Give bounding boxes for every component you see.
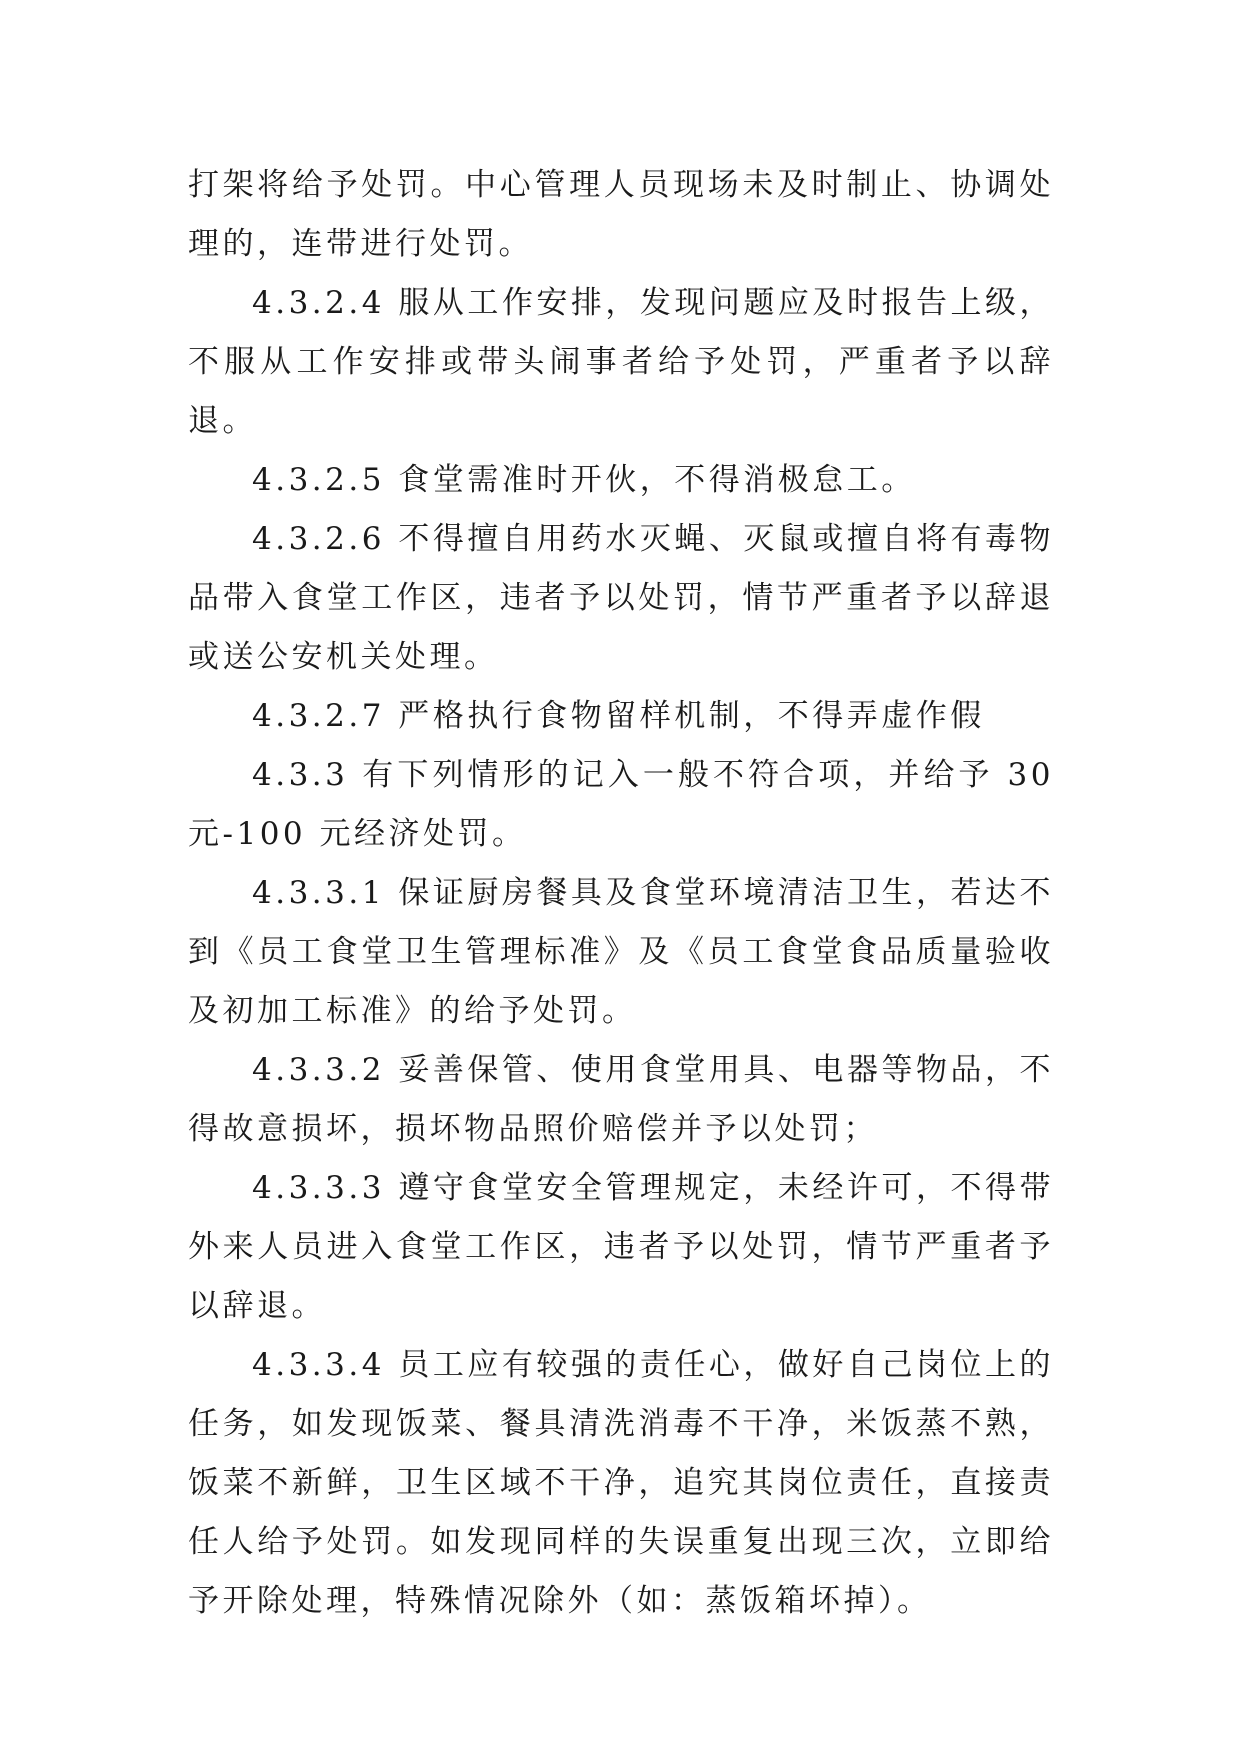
paragraph-4-3-3-1: 4.3.3.1 保证厨房餐具及食堂环境清洁卫生，若达不到《员工食堂卫生管理标准》及《员工食堂食品质量验收及初加工标准》的给予处罚。: [188, 875, 1054, 1029]
paragraph-4-3-2-5: 4.3.2.5 食堂需准时开伙，不得消极怠工。: [252, 462, 916, 498]
document-body: [188, 156, 1054, 1631]
paragraph-4-3-3-4: 4.3.3.4 员工应有较强的责任心，做好自己岗位上的任务，如发现饭菜、餐具清洗消毒不干净，米饭蒸不熟，饭菜不新鲜，卫生区域不干净，追究其岗位责任，直接责任人给予处罚。如发现同样的失误重复出现三次，立即给予开除处理，特殊情况除外（如：蒸饭箱坏掉）。: [188, 1347, 1054, 1619]
paragraph-4-3-3-3: 4.3.3.3 遵守食堂安全管理规定，未经许可，不得带外来人员进入食堂工作区，违者予以处罚，情节严重者予以辞退。: [188, 1170, 1054, 1324]
paragraph-4-3-3: 4.3.3 有下列情形的记入一般不符合项，并给予 30 元-100 元经济处罚。: [188, 757, 1054, 852]
paragraph-4-3-2-6: 4.3.2.6 不得擅自用药水灭蝇、灭鼠或擅自将有毒物品带入食堂工作区，违者予以处罚，情节严重者予以辞退或送公安机关处理。: [188, 521, 1054, 675]
paragraph-4-3-2-7: 4.3.2.7 严格执行食物留样机制，不得弄虚作假: [252, 698, 985, 734]
paragraph-4-3-3-2: 4.3.3.2 妥善保管、使用食堂用具、电器等物品，不得故意损坏，损坏物品照价赔偿并予以处罚；: [188, 1052, 1054, 1147]
paragraph-continuation: 打架将给予处罚。中心管理人员现场未及时制止、协调处理的，连带进行处罚。: [188, 167, 1054, 262]
paragraph-4-3-2-4: 4.3.2.4 服从工作安排，发现问题应及时报告上级，不服从工作安排或带头闹事者给予处罚，严重者予以辞退。: [188, 285, 1054, 439]
